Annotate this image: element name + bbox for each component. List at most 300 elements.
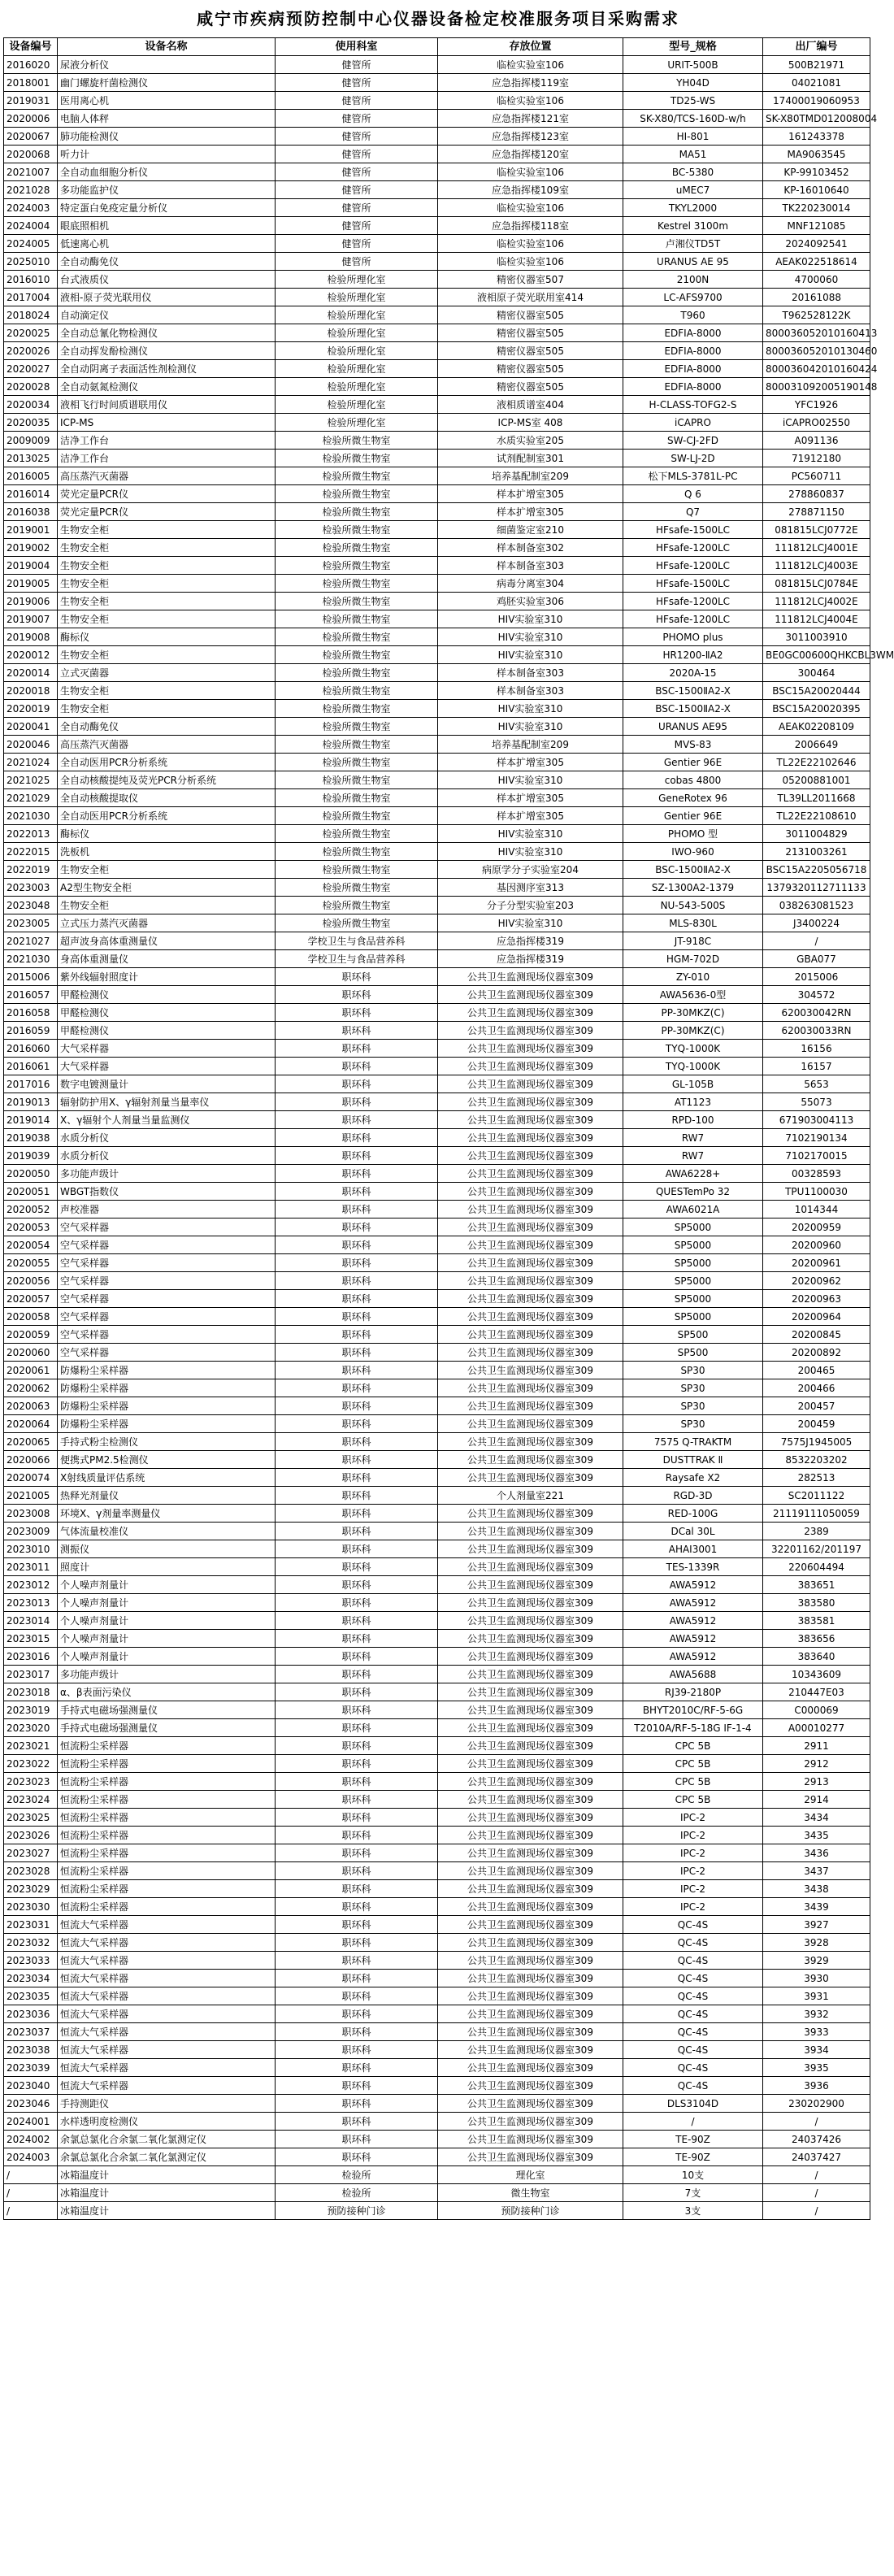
cell-model: SP5000 [623, 1236, 763, 1254]
cell-equipment-id: 2016058 [4, 1004, 58, 1022]
table-row [4, 128, 870, 146]
cell-department: 职环科 [276, 1666, 438, 1683]
cell-equipment-id: 2019008 [4, 628, 58, 646]
cell-equipment-id: 2023008 [4, 1505, 58, 1523]
cell-department: 职环科 [276, 1183, 438, 1201]
cell-department: 检验所理化室 [276, 378, 438, 396]
cell-equipment-name: 余氯总氯化合余氯二氧化氯测定仪 [58, 2131, 276, 2148]
cell-department: 健管所 [276, 146, 438, 163]
cell-department: 职环科 [276, 2095, 438, 2113]
cell-equipment-name: 热释光剂量仪 [58, 1487, 276, 1505]
cell-equipment-id: 2021024 [4, 754, 58, 771]
cell-serial: 3934 [763, 2041, 870, 2059]
cell-location: 公共卫生监测现场仪器室309 [438, 1165, 623, 1183]
cell-equipment-id: 2019014 [4, 1111, 58, 1129]
cell-equipment-name: 立式灭菌器 [58, 664, 276, 682]
table-row [4, 1379, 870, 1397]
cell-location: 公共卫生监测现场仪器室309 [438, 1290, 623, 1308]
cell-model: / [623, 2113, 763, 2131]
cell-department: 健管所 [276, 56, 438, 74]
cell-department: 职环科 [276, 1773, 438, 1791]
cell-equipment-name: 多功能声级计 [58, 1666, 276, 1683]
cell-equipment-name: 气体流量校准仪 [58, 1523, 276, 1540]
table-row [4, 1469, 870, 1487]
cell-model: iCAPRO [623, 414, 763, 432]
cell-serial: 800036052010130460 [763, 342, 870, 360]
cell-model: T960 [623, 306, 763, 324]
cell-location: 公共卫生监测现场仪器室309 [438, 1058, 623, 1075]
cell-equipment-name: 大气采样器 [58, 1058, 276, 1075]
cell-model: RPD-100 [623, 1111, 763, 1129]
cell-department: 职环科 [276, 1487, 438, 1505]
cell-serial: 230202900 [763, 2095, 870, 2113]
cell-serial: 3011003910 [763, 628, 870, 646]
cell-model: IWO-960 [623, 843, 763, 861]
cell-serial: 16156 [763, 1040, 870, 1058]
cell-department: 职环科 [276, 2077, 438, 2095]
cell-location: 应急指挥楼109室 [438, 181, 623, 199]
cell-equipment-id: 2019001 [4, 521, 58, 539]
cell-equipment-name: 尿液分析仪 [58, 56, 276, 74]
cell-department: 职环科 [276, 1058, 438, 1075]
cell-equipment-id: 2016038 [4, 503, 58, 521]
cell-equipment-id: 2023025 [4, 1809, 58, 1827]
table-row [4, 217, 870, 235]
cell-equipment-name: 生物安全柜 [58, 557, 276, 575]
cell-model: RJ39-2180P [623, 1683, 763, 1701]
cell-equipment-name: 生物安全柜 [58, 897, 276, 914]
cell-equipment-id: 2020054 [4, 1236, 58, 1254]
cell-equipment-name: 水样透明度检测仪 [58, 2113, 276, 2131]
table-row [4, 2166, 870, 2184]
cell-location: 公共卫生监测现场仪器室309 [438, 1254, 623, 1272]
cell-equipment-name: 空气采样器 [58, 1344, 276, 1362]
cell-model: SP500 [623, 1344, 763, 1362]
cell-equipment-id: 2023021 [4, 1737, 58, 1755]
cell-model: HR1200-ⅡA2 [623, 646, 763, 664]
cell-location: 公共卫生监测现场仪器室309 [438, 1827, 623, 1844]
cell-location: 鸡胚实验室306 [438, 593, 623, 610]
cell-serial: 16157 [763, 1058, 870, 1075]
cell-equipment-id: 2020019 [4, 700, 58, 718]
table-row [4, 306, 870, 324]
cell-model: DLS3104D [623, 2095, 763, 2113]
cell-equipment-id: 2017004 [4, 289, 58, 306]
cell-model: AT1123 [623, 1093, 763, 1111]
table-row [4, 628, 870, 646]
cell-equipment-name: 余氯总氯化合余氯二氧化氯测定仪 [58, 2148, 276, 2166]
cell-department: 检验所微生物室 [276, 610, 438, 628]
cell-location: HIV实验室310 [438, 771, 623, 789]
cell-model: cobas 4800 [623, 771, 763, 789]
header-department: 使用科室 [276, 38, 438, 56]
cell-serial: 24037426 [763, 2131, 870, 2148]
cell-location: 公共卫生监测现场仪器室309 [438, 1862, 623, 1880]
cell-equipment-id: / [4, 2184, 58, 2202]
cell-department: 检验所微生物室 [276, 897, 438, 914]
cell-equipment-name: ICP-MS [58, 414, 276, 432]
cell-location: 水质实验室205 [438, 432, 623, 450]
cell-equipment-name: 全自动医用PCR分析系统 [58, 754, 276, 771]
cell-location: 公共卫生监测现场仪器室309 [438, 1898, 623, 1916]
cell-model: PP-30MKZ(C) [623, 1022, 763, 1040]
cell-equipment-id: 2023015 [4, 1630, 58, 1648]
cell-model: NU-543-500S [623, 897, 763, 914]
cell-location: 病原学分子实验室204 [438, 861, 623, 879]
cell-serial: 7575J1945005 [763, 1433, 870, 1451]
cell-equipment-name: 个人噪声剂量计 [58, 1630, 276, 1648]
cell-equipment-name: 恒流粉尘采样器 [58, 1880, 276, 1898]
cell-serial: 3439 [763, 1898, 870, 1916]
cell-serial: SC2011122 [763, 1487, 870, 1505]
cell-equipment-name: 甲醛检测仪 [58, 1022, 276, 1040]
cell-location: 应急指挥楼120室 [438, 146, 623, 163]
cell-department: 职环科 [276, 1898, 438, 1916]
cell-model: QC-4S [623, 2059, 763, 2077]
cell-equipment-id: 2020055 [4, 1254, 58, 1272]
cell-equipment-id: 2023019 [4, 1701, 58, 1719]
cell-location: 公共卫生监测现场仪器室309 [438, 1236, 623, 1254]
table-row [4, 378, 870, 396]
table-row [4, 74, 870, 92]
cell-department: 健管所 [276, 181, 438, 199]
cell-model: 7支 [623, 2184, 763, 2202]
cell-model: CPC 5B [623, 1791, 763, 1809]
table-row [4, 1666, 870, 1683]
cell-location: 公共卫生监测现场仪器室309 [438, 1111, 623, 1129]
table-row [4, 450, 870, 467]
cell-model: GL-105B [623, 1075, 763, 1093]
cell-serial: A00010277 [763, 1719, 870, 1737]
cell-model: BSC-1500ⅡA2-X [623, 682, 763, 700]
cell-equipment-id: 2023020 [4, 1719, 58, 1737]
table-row [4, 360, 870, 378]
cell-equipment-id: 2020035 [4, 414, 58, 432]
cell-equipment-name: 眼底照相机 [58, 217, 276, 235]
cell-equipment-id: 2023039 [4, 2059, 58, 2077]
cell-equipment-id: 2016061 [4, 1058, 58, 1075]
cell-department: 职环科 [276, 1362, 438, 1379]
cell-location: 公共卫生监测现场仪器室309 [438, 986, 623, 1004]
cell-serial: 10343609 [763, 1666, 870, 1683]
table-row [4, 754, 870, 771]
table-row [4, 1809, 870, 1827]
cell-location: HIV实验室310 [438, 825, 623, 843]
table-row [4, 1058, 870, 1075]
cell-equipment-id: 2021007 [4, 163, 58, 181]
table-row [4, 235, 870, 253]
cell-department: 职环科 [276, 1737, 438, 1755]
cell-equipment-id: 2020018 [4, 682, 58, 700]
cell-equipment-name: 身高体重测量仪 [58, 950, 276, 968]
cell-location: 基因测序室313 [438, 879, 623, 897]
cell-serial: 3936 [763, 2077, 870, 2095]
cell-equipment-name: 超声波身高体重测量仪 [58, 932, 276, 950]
cell-department: 职环科 [276, 1147, 438, 1165]
cell-equipment-name: 防爆粉尘采样器 [58, 1379, 276, 1397]
cell-equipment-id: 2023027 [4, 1844, 58, 1862]
cell-serial: 038263081523 [763, 897, 870, 914]
table-row [4, 2113, 870, 2131]
table-header [4, 38, 870, 56]
cell-serial: TL39LL2011668 [763, 789, 870, 807]
table-row [4, 271, 870, 289]
cell-serial: PC560711 [763, 467, 870, 485]
cell-location: HIV实验室310 [438, 700, 623, 718]
table-row [4, 968, 870, 986]
cell-serial: 2914 [763, 1791, 870, 1809]
cell-model: SP30 [623, 1362, 763, 1379]
cell-equipment-name: 生物安全柜 [58, 539, 276, 557]
cell-location: 应急指挥楼119室 [438, 74, 623, 92]
cell-serial: TL22E22108610 [763, 807, 870, 825]
cell-location: 应急指挥楼118室 [438, 217, 623, 235]
cell-equipment-name: 恒流大气采样器 [58, 1987, 276, 2005]
cell-model: HFsafe-1200LC [623, 539, 763, 557]
cell-equipment-id: 2023048 [4, 897, 58, 914]
cell-serial: 220604494 [763, 1558, 870, 1576]
cell-department: 健管所 [276, 92, 438, 110]
cell-location: 液相质谱室404 [438, 396, 623, 414]
cell-equipment-id: 2023046 [4, 2095, 58, 2113]
cell-model: HFsafe-1500LC [623, 521, 763, 539]
cell-department: 职环科 [276, 1594, 438, 1612]
cell-department: 职环科 [276, 1970, 438, 1987]
cell-department: 职环科 [276, 2005, 438, 2023]
cell-equipment-id: 2019031 [4, 92, 58, 110]
cell-location: 公共卫生监测现场仪器室309 [438, 1719, 623, 1737]
cell-model: TD25-WS [623, 92, 763, 110]
cell-equipment-id: 2020050 [4, 1165, 58, 1183]
cell-location: 试剂配制室301 [438, 450, 623, 467]
cell-location: 公共卫生监测现场仪器室309 [438, 1129, 623, 1147]
cell-model: IPC-2 [623, 1880, 763, 1898]
cell-location: 应急指挥楼123室 [438, 128, 623, 146]
cell-equipment-name: 水质分析仪 [58, 1129, 276, 1147]
cell-model: QC-4S [623, 1934, 763, 1952]
cell-equipment-name: 便携式PM2.5检测仪 [58, 1451, 276, 1469]
table-body [4, 56, 894, 2220]
cell-department: 职环科 [276, 1129, 438, 1147]
cell-equipment-id: 2021025 [4, 771, 58, 789]
cell-department: 检验所理化室 [276, 324, 438, 342]
cell-department: 健管所 [276, 74, 438, 92]
cell-model: TE-90Z [623, 2131, 763, 2148]
cell-equipment-name: 荧光定量PCR仪 [58, 503, 276, 521]
cell-equipment-id: 2023010 [4, 1540, 58, 1558]
cell-model: TYQ-1000K [623, 1058, 763, 1075]
cell-equipment-id: 2021027 [4, 932, 58, 950]
table-row [4, 1970, 870, 1987]
table-row [4, 110, 870, 128]
cell-equipment-name: 数字电镀测量计 [58, 1075, 276, 1093]
cell-department: 职环科 [276, 1540, 438, 1558]
cell-location: 公共卫生监测现场仪器室309 [438, 1451, 623, 1469]
cell-model: IPC-2 [623, 1809, 763, 1827]
cell-equipment-name: 医用离心机 [58, 92, 276, 110]
table-row [4, 1111, 870, 1129]
cell-equipment-id: 2023040 [4, 2077, 58, 2095]
cell-equipment-id: / [4, 2166, 58, 2184]
cell-serial: 383651 [763, 1576, 870, 1594]
cell-equipment-id: / [4, 2202, 58, 2220]
cell-equipment-name: 防爆粉尘采样器 [58, 1362, 276, 1379]
cell-equipment-name: 生物安全柜 [58, 646, 276, 664]
table-row [4, 610, 870, 628]
cell-serial: 8532203202 [763, 1451, 870, 1469]
cell-department: 健管所 [276, 128, 438, 146]
cell-serial: 20200960 [763, 1236, 870, 1254]
cell-equipment-name: 手持式电磁场强测量仪 [58, 1719, 276, 1737]
cell-equipment-id: 2023011 [4, 1558, 58, 1576]
cell-department: 健管所 [276, 163, 438, 181]
cell-equipment-name: 恒流粉尘采样器 [58, 1773, 276, 1791]
table-row [4, 1827, 870, 1844]
table-row [4, 1308, 870, 1326]
cell-model: SP30 [623, 1397, 763, 1415]
cell-location: 公共卫生监测现场仪器室309 [438, 1952, 623, 1970]
cell-location: 样本制备室303 [438, 664, 623, 682]
cell-model: AWA5912 [623, 1648, 763, 1666]
cell-model: URANUS AE 95 [623, 253, 763, 271]
cell-equipment-name: 荧光定量PCR仪 [58, 485, 276, 503]
cell-model: SW-LJ-2D [623, 450, 763, 467]
cell-location: 样本扩增室305 [438, 485, 623, 503]
cell-model: BSC-1500ⅡA2-X [623, 861, 763, 879]
table-row [4, 1075, 870, 1093]
cell-equipment-name: 恒流大气采样器 [58, 2005, 276, 2023]
cell-model: IPC-2 [623, 1862, 763, 1880]
table-row [4, 521, 870, 539]
table-row [4, 557, 870, 575]
cell-equipment-id: 2023032 [4, 1934, 58, 1952]
cell-location: 应急指挥楼121室 [438, 110, 623, 128]
cell-serial: GBA077 [763, 950, 870, 968]
cell-location: 病毒分离室304 [438, 575, 623, 593]
cell-serial: 800036042010160424 [763, 360, 870, 378]
table-row [4, 199, 870, 217]
cell-equipment-name: 液相-原子荧光联用仪 [58, 289, 276, 306]
cell-serial: 2131003261 [763, 843, 870, 861]
cell-department: 检验所微生物室 [276, 754, 438, 771]
cell-department: 职环科 [276, 1916, 438, 1934]
cell-equipment-id: 2016057 [4, 986, 58, 1004]
cell-department: 职环科 [276, 1379, 438, 1397]
cell-model: QC-4S [623, 1916, 763, 1934]
cell-location: 精密仪器室505 [438, 324, 623, 342]
cell-serial: 3935 [763, 2059, 870, 2077]
cell-equipment-name: 个人噪声剂量计 [58, 1648, 276, 1666]
cell-serial: 3437 [763, 1862, 870, 1880]
table-row [4, 396, 870, 414]
table-row [4, 2005, 870, 2023]
cell-department: 职环科 [276, 2023, 438, 2041]
table-row [4, 986, 870, 1004]
table-row [4, 1898, 870, 1916]
cell-equipment-name: 特定蛋白免疫定量分析仪 [58, 199, 276, 217]
cell-equipment-name: 恒流大气采样器 [58, 2023, 276, 2041]
cell-department: 检验所理化室 [276, 289, 438, 306]
cell-model: AWA5636-0型 [623, 986, 763, 1004]
table-row [4, 2095, 870, 2113]
cell-serial: 5653 [763, 1075, 870, 1093]
cell-serial: 1014344 [763, 1201, 870, 1218]
cell-model: H-CLASS-TOFG2-S [623, 396, 763, 414]
cell-location: 公共卫生监测现场仪器室309 [438, 1970, 623, 1987]
cell-model: PP-30MKZ(C) [623, 1004, 763, 1022]
cell-equipment-id: 2023023 [4, 1773, 58, 1791]
cell-department: 检验所微生物室 [276, 628, 438, 646]
cell-department: 职环科 [276, 1397, 438, 1415]
table-row [4, 181, 870, 199]
cell-department: 学校卫生与食品营养科 [276, 950, 438, 968]
cell-model: Q 6 [623, 485, 763, 503]
cell-model: QC-4S [623, 2023, 763, 2041]
cell-serial: 05200881001 [763, 771, 870, 789]
cell-equipment-name: 空气采样器 [58, 1326, 276, 1344]
cell-equipment-name: 生物安全柜 [58, 861, 276, 879]
cell-equipment-id: 2023037 [4, 2023, 58, 2041]
cell-equipment-name: 甲醛检测仪 [58, 986, 276, 1004]
table-row [4, 1558, 870, 1576]
cell-location: 公共卫生监测现场仪器室309 [438, 1362, 623, 1379]
cell-department: 检验所 [276, 2166, 438, 2184]
cell-equipment-id: 2023033 [4, 1952, 58, 1970]
cell-equipment-id: 2020014 [4, 664, 58, 682]
cell-equipment-name: 自动滴定仪 [58, 306, 276, 324]
cell-equipment-name: 手持式电磁场强测量仪 [58, 1701, 276, 1719]
table-row [4, 1737, 870, 1755]
cell-equipment-id: 2024004 [4, 217, 58, 235]
cell-serial: 200465 [763, 1362, 870, 1379]
cell-department: 职环科 [276, 1433, 438, 1451]
cell-serial: 282513 [763, 1469, 870, 1487]
cell-department: 职环科 [276, 1701, 438, 1719]
cell-equipment-name: 辐射防护用X、γ辐射剂量当量率仪 [58, 1093, 276, 1111]
cell-location: 公共卫生监测现场仪器室309 [438, 1630, 623, 1648]
cell-equipment-name: 全自动核酸提纯及荧光PCR分析系统 [58, 771, 276, 789]
cell-department: 职环科 [276, 1111, 438, 1129]
cell-location: 公共卫生监测现场仪器室309 [438, 1683, 623, 1701]
cell-location: 公共卫生监测现场仪器室309 [438, 1755, 623, 1773]
cell-equipment-id: 2023018 [4, 1683, 58, 1701]
cell-location: 公共卫生监测现场仪器室309 [438, 1594, 623, 1612]
cell-equipment-id: 2020028 [4, 378, 58, 396]
cell-serial: 7102190134 [763, 1129, 870, 1147]
cell-model: HI-801 [623, 128, 763, 146]
table-row [4, 1397, 870, 1415]
cell-model: AWA5912 [623, 1576, 763, 1594]
cell-location: 公共卫生监测现场仪器室309 [438, 2023, 623, 2041]
header-serial: 出厂编号 [763, 38, 870, 56]
cell-department: 职环科 [276, 2131, 438, 2148]
table-row [4, 1254, 870, 1272]
table-row [4, 2059, 870, 2077]
cell-equipment-id: 2020026 [4, 342, 58, 360]
cell-equipment-id: 2021005 [4, 1487, 58, 1505]
cell-serial: 3929 [763, 1952, 870, 1970]
table-row [4, 1540, 870, 1558]
table-row [4, 950, 870, 968]
cell-department: 职环科 [276, 1040, 438, 1058]
table-row [4, 485, 870, 503]
cell-equipment-id: 2023014 [4, 1612, 58, 1630]
cell-department: 检验所微生物室 [276, 467, 438, 485]
cell-location: 公共卫生监测现场仪器室309 [438, 1147, 623, 1165]
table-row [4, 2023, 870, 2041]
cell-serial: YFC1926 [763, 396, 870, 414]
cell-location: 个人剂量室221 [438, 1487, 623, 1505]
